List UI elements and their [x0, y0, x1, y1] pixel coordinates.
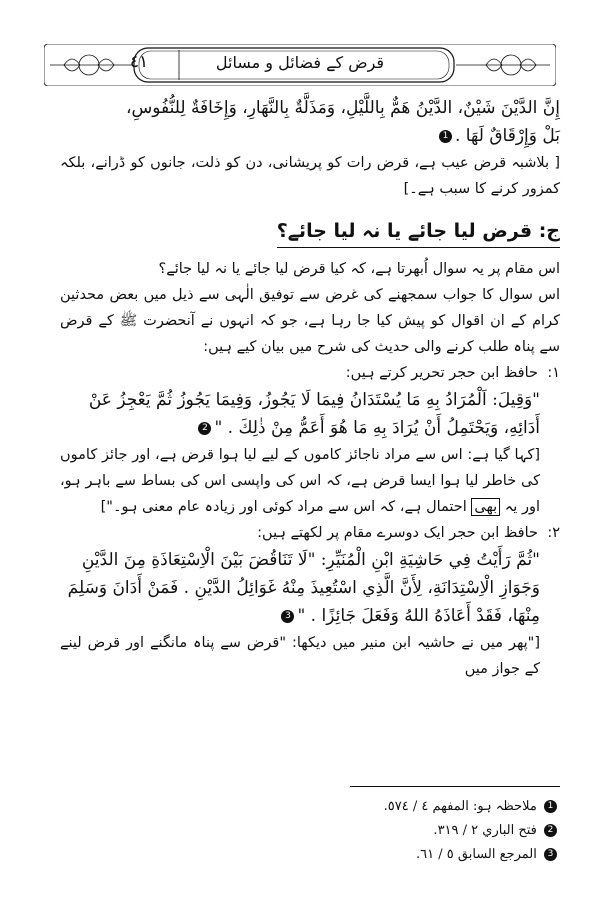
arabic-quote-text: بَلْ وَإِرْقَاقٌ لَهَا . — [454, 126, 560, 146]
page-number: ٤١ — [129, 52, 149, 72]
footnote-marker-icon[interactable]: 3 — [281, 610, 294, 623]
translation-text: [کہا گیا ہے: اس سے مراد ناجائز کاموں کے لیے لیا ہوا قرض ہے، اور جائز کاموں کی خاطر لیا ہوا ایسا قرض ہے، کہ اس کی واپسی اس کی بساط سے باہر ہو، اور یہ — [60, 447, 540, 515]
list-item-2-title — [60, 520, 560, 546]
footnote-text: فتح الباري ٢ / ٣١٩. — [433, 823, 537, 838]
boxed-word: بھی — [471, 498, 500, 516]
urdu-translation-1: [ بلاشبہ قرض عیب ہے، قرض رات کو پریشانی، دن کو ذلت، جانوں کو ڈرانے، بلکہ کمزور کرنے کا سبب ہے۔] — [60, 155, 560, 197]
footnote-number-icon: 3 — [544, 848, 557, 861]
list-number: ٢: — [547, 525, 560, 541]
list-item-1-title — [60, 360, 560, 386]
page-header — [44, 44, 556, 86]
arabic-quote-text: "وَقِيلَ: اَلْمُرَادُ بِهِ مَا يُسْتَدَانُ فِيمَا لَا يَجُوزُ، وَفِيمَا يَجُوزُ ثُمَّ يَعْجِزُ عَنْ أَدَائِهِ، وَيَحْتَمِلُ أَنْ يُرَادَ بِهِ مَا هُوَ أَعَمُّ مِنْ ذٰلِكَ . " — [88, 390, 540, 438]
list-item-2-translation: ["پھر میں نے حاشیہ ابن منیر میں دیکھا: "قرض سے پناہ مانگنے اور قرض لینے کے جواز میں — [60, 635, 540, 677]
list-item-1-translation — [60, 442, 560, 520]
list-item-2-arabic — [60, 546, 560, 630]
page-body — [60, 94, 560, 682]
footnote-number-icon: 1 — [544, 800, 557, 813]
list-item-title-text: حافظ ابن حجر ایک دوسرے مقام پر لکھتے ہیں: — [257, 525, 538, 541]
list-number: ١: — [547, 365, 560, 381]
running-title: قرض کے فضائل و مسائل — [215, 53, 385, 72]
footnotes — [60, 786, 560, 867]
footnote-number-icon: 2 — [544, 824, 557, 837]
footnote-text: ملاحظہ ہو: المفهم ٤ / ٥٧٤. — [383, 799, 537, 814]
footnote-marker-icon[interactable]: 1 — [439, 130, 452, 143]
footnote-text: المرجع السابق ٥ / ٦١. — [416, 847, 537, 862]
footnote-1 — [60, 795, 560, 819]
footnote-marker-icon[interactable]: 2 — [198, 422, 211, 435]
footnote-3 — [60, 843, 560, 867]
section-heading: ج: قرض لیا جائے یا نہ لیا جائے؟ — [277, 216, 560, 248]
translation-text: احتمال ہے، کہ اس سے مراد کوئی اور زیادہ عام معنی ہو۔"] — [100, 499, 472, 515]
footnote-divider — [350, 786, 560, 787]
arabic-quote-text: "ثُمَّ رَأَيْتُ فِي حَاشِيَةِ ابْنِ الْمُنَيِّرِ: "لَا تَنَاقُضَ بَيْنَ الْاِسْتِعَاذَةِ مِنَ الدَّيْنِ وَجَوَازِ الْاِسْتِدَانَةِ، لِأَنَّ الَّذِي اسْتُعِيذَ مِنْهُ غَوَائِلُ الدَّيْنِ . فَمَنْ أَدَانَ وَسَلِمَ مِنْهَا، فَقَدْ أَعَاذَهُ اللهُ وَفَعَلَ جَائِزًا . " — [67, 550, 540, 626]
list-item-title-text: حافظ ابن حجر تحریر کرتے ہیں: — [345, 365, 538, 381]
urdu-paragraph-question: اس مقام پر یہ سوال اُبھرتا ہے، کہ کیا قرض لیا جائے یا نہ لیا جائے؟ — [158, 261, 560, 277]
arabic-quote-line-1: إِنَّ الدَّيْنَ شَيْنٌ، الدَّيْنُ هَمٌّ بِاللَّيْلِ، وَمَذَلَّةٌ بِالنَّهَارِ، وَإِخَافَةٌ لِلنُّفُوسِ، — [125, 98, 560, 118]
urdu-paragraph-intro: اس سوال کا جواب سمجھنے کی غرض سے توفیق الٰہی سے ذیل میں بعض محدثین کرام کے ان اقوال کو پیش کیا جا رہا ہے، جو کہ انہوں نے آنحضرت ﷺ کے قرض سے پناہ طلب کرنے والی حدیث کی شرح میں بیان کیے ہیں: — [60, 287, 560, 355]
arabic-quote-line-2 — [60, 122, 560, 150]
footnote-2 — [60, 819, 560, 843]
list-item-1-arabic — [60, 386, 560, 442]
